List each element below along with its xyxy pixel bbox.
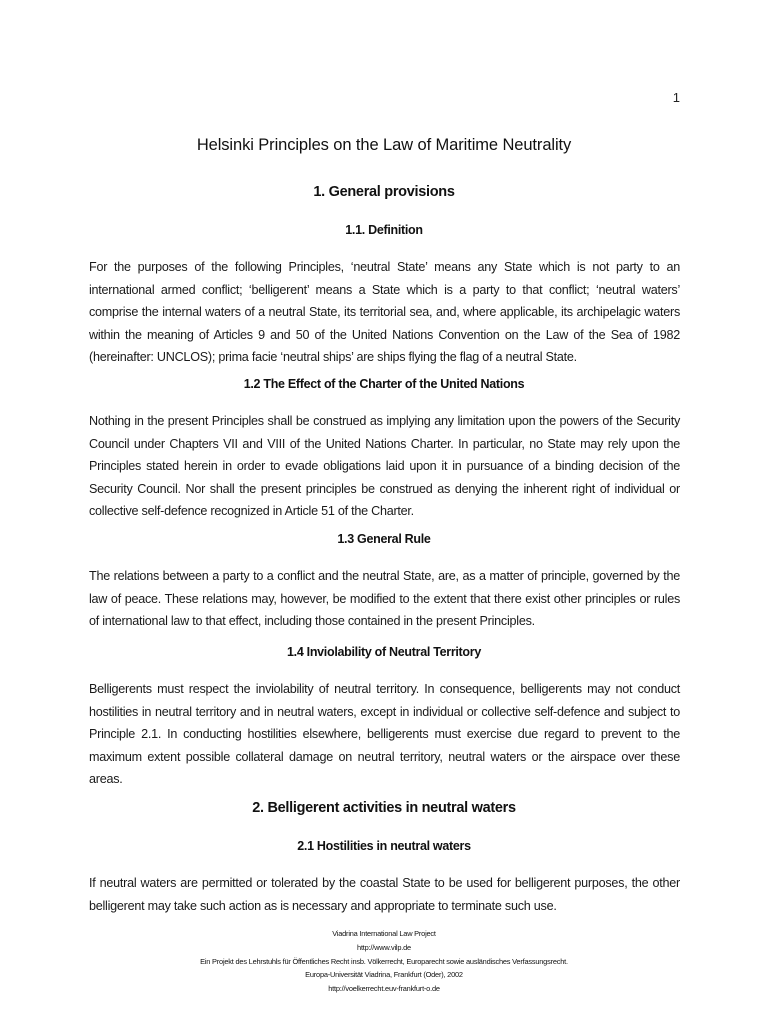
footer-university: Europa-Universität Viadrina, Frankfurt (Oder), 2002 — [305, 970, 463, 980]
paragraph-definition: For the purposes of the following Principles, ‘neutral State’ means any State which is not party to an international armed conflict; ‘belligerent’ means a State which is a party to that conflict; ‘neutral waters’ comprise the internal waters of a neutral State, its territorial sea, and, where applicable, its archipelagic waters within the meaning of Articles 9 and 50 of the United Nations Convention on the Law of the Sea of 1982 (hereinafter: UNCLOS); prima facie ‘neutral ships’ are ships flying the flag of a neutral State. — [89, 260, 680, 365]
subsection-heading-inviolability: 1.4 Inviolability of Neutral Territory — [287, 645, 481, 659]
subsection-heading-hostilities: 2.1 Hostilities in neutral waters — [297, 839, 471, 853]
section-heading-general-provisions: 1. General provisions — [313, 184, 455, 200]
section-heading-belligerent-activities: 2. Belligerent activities in neutral waters — [252, 800, 516, 816]
subsection-heading-general-rule: 1.3 General Rule — [337, 532, 431, 546]
footer-chair-url[interactable]: http://voelkerrecht.euv-frankfurt-o.de — [328, 984, 440, 994]
footer-project-name: Viadrina International Law Project — [332, 929, 436, 938]
paragraph-un-charter: Nothing in the present Principles shall be construed as implying any limitation upon the powers of the Security Council under Chapters VII and VIII of the United Nations Charter. In particular, no State may rely upon the Principles stated herein in order to evade obligations laid upon it in pursuance of a binding decision of the Security Council. Nor shall the present principles be construed as denying the inherent right of individual or collective self-defence recognized in Article 51 of the Charter. — [89, 414, 680, 519]
footer-chair-description: Ein Projekt des Lehrstuhls für Öffentliches Recht insb. Völkerrecht, Europarecht sowie ausländisches Verfassungsrecht. — [200, 956, 568, 966]
subsection-heading-un-charter: 1.2 The Effect of the Charter of the United Nations — [243, 377, 525, 391]
page-number: 1 — [672, 90, 680, 105]
subsection-heading-definition: 1.1. Definition — [345, 223, 423, 237]
paragraph-hostilities: If neutral waters are permitted or tolerated by the coastal State to be used for belligerent purposes, the other belligerent may take such action as is necessary and appropriate to terminate such use. — [89, 876, 680, 913]
paragraph-inviolability: Belligerents must respect the inviolability of neutral territory. In consequence, belligerents may not conduct hostilities in neutral territory and in neutral waters, except in individual or collective self-defence and subject to Principle 2.1. In conducting hostilities elsewhere, belligerents must exercise due regard to prevent to the maximum extent possible collateral damage on neutral territory, neutral waters or the airspace over these areas. — [89, 682, 680, 787]
page-footer — [0, 927, 768, 996]
paragraph-general-rule: The relations between a party to a conflict and the neutral State, are, as a matter of principle, governed by the law of peace. These relations may, however, be modified to the extent that there exist other principles or rules of international law to that effect, including those contained in the present Principles. — [89, 569, 680, 629]
document-title: Helsinki Principles on the Law of Maritime Neutrality — [196, 136, 572, 154]
footer-project-url[interactable]: http://www.vilp.de — [357, 942, 411, 952]
